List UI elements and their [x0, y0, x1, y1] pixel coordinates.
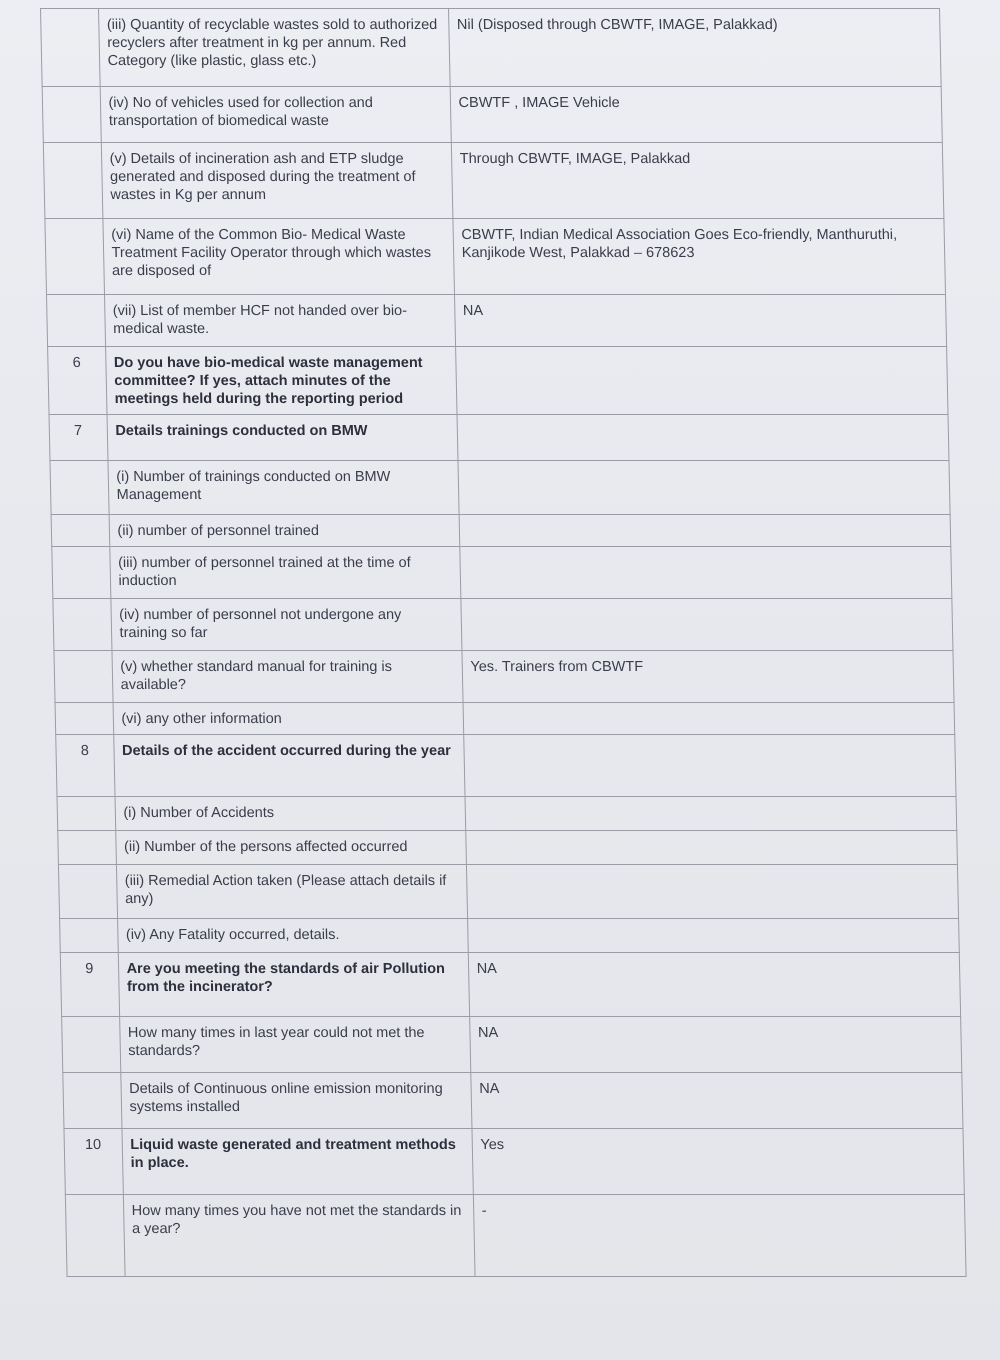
- table-row: [58, 865, 958, 919]
- table-row: [51, 515, 951, 547]
- item-number: [41, 9, 100, 87]
- item-number: [57, 797, 115, 831]
- question-cell: How many times in last year could not met the standards?: [119, 1017, 470, 1073]
- answer-cell: [466, 865, 959, 919]
- table-row: [45, 219, 946, 295]
- answer-cell: Nil (Disposed through CBWTF, IMAGE, Palakkad): [448, 9, 941, 87]
- item-number: [55, 703, 113, 735]
- table-row: [47, 295, 947, 347]
- answer-cell: CBWTF, Indian Medical Association Goes Eco-friendly, Manthuruthi, Kanjikode West, Palakkad – 678623: [453, 219, 946, 295]
- answer-cell: NA: [470, 1073, 963, 1129]
- table-row: [53, 599, 953, 651]
- item-number: [53, 599, 112, 651]
- item-number: [60, 919, 118, 953]
- question-cell: (vi) Name of the Common Bio- Medical Waste Treatment Facility Operator through which wastes are disposed of: [102, 219, 454, 295]
- table-row: [55, 703, 955, 735]
- item-number: [47, 295, 106, 347]
- item-number: [58, 831, 116, 865]
- table-row: [64, 1129, 964, 1195]
- question-cell: (iv) Any Fatality occurred, details.: [117, 919, 468, 953]
- item-number: [50, 461, 109, 515]
- table-row: [58, 831, 958, 865]
- answer-cell: [460, 599, 952, 651]
- table-row: [60, 953, 960, 1017]
- item-number: [62, 1017, 121, 1073]
- item-number: 9: [60, 953, 119, 1017]
- question-cell: (iii) Remedial Action taken (Please attach details if any): [116, 865, 467, 919]
- question-cell: (iv) No of vehicles used for collection and transportation of biomedical waste: [100, 87, 451, 143]
- question-cell: (vi) any other information: [113, 703, 464, 735]
- table-row: [48, 347, 948, 415]
- item-number: [65, 1195, 124, 1277]
- question-cell: Details of Continuous online emission monitoring systems installed: [120, 1073, 471, 1129]
- answer-cell: Through CBWTF, IMAGE, Palakkad: [451, 143, 944, 219]
- answer-cell: [455, 347, 948, 415]
- table-row: [49, 415, 949, 461]
- item-number: 6: [48, 347, 107, 415]
- table-row: [43, 143, 944, 219]
- item-number: [58, 865, 117, 919]
- item-number: [43, 143, 102, 219]
- table-row: [54, 651, 954, 703]
- question-cell: (i) Number of trainings conducted on BMW Management: [107, 461, 458, 515]
- answer-cell: Yes: [472, 1129, 965, 1195]
- answer-cell: [467, 919, 959, 953]
- question-cell: (ii) Number of the persons affected occurred: [115, 831, 466, 865]
- table-row: [65, 1195, 966, 1277]
- answer-cell: [463, 735, 956, 797]
- table-row: [42, 87, 942, 143]
- question-cell: (i) Number of Accidents: [115, 797, 466, 831]
- table-row: [52, 547, 952, 599]
- question-cell: Do you have bio-medical waste management committee? If yes, attach minutes of the meetings held during the reporting period: [105, 347, 457, 415]
- answer-cell: NA: [454, 295, 946, 347]
- table-row: [41, 9, 942, 87]
- question-cell: (vii) List of member HCF not handed over bio-medical waste.: [104, 295, 455, 347]
- item-number: 8: [56, 735, 115, 797]
- answer-cell: -: [473, 1195, 966, 1277]
- answer-cell: NA: [469, 1017, 962, 1073]
- item-number: 7: [49, 415, 107, 461]
- question-cell: (iii) Quantity of recyclable wastes sold to authorized recyclers after treatment in kg per annum. Red Category (like plastic, glass etc.): [98, 9, 450, 87]
- answer-cell: [457, 415, 949, 461]
- question-cell: How many times you have not met the standards in a year?: [123, 1195, 475, 1277]
- question-cell: (iii) number of personnel trained at the time of induction: [109, 547, 460, 599]
- question-cell: (iv) number of personnel not undergone any training so far: [110, 599, 461, 651]
- question-cell: (v) whether standard manual for training is available?: [111, 651, 462, 703]
- table-row: [62, 1017, 962, 1073]
- item-number: [42, 87, 101, 143]
- question-cell: Details trainings conducted on BMW: [107, 415, 458, 461]
- table-row: [57, 797, 957, 831]
- table-row: [63, 1073, 963, 1129]
- question-cell: Liquid waste generated and treatment methods in place.: [121, 1129, 472, 1195]
- table-row: [56, 735, 956, 797]
- item-number: [51, 515, 109, 547]
- item-number: 10: [64, 1129, 123, 1195]
- question-cell: (v) Details of incineration ash and ETP sludge generated and disposed during the treatment of wastes in Kg per annum: [101, 143, 453, 219]
- question-cell: Details of the accident occurred during the year: [113, 735, 464, 797]
- question-cell: Are you meeting the standards of air Pollution from the incinerator?: [118, 953, 469, 1017]
- item-number: [45, 219, 104, 295]
- report-table: [40, 8, 967, 1277]
- answer-cell: [465, 797, 957, 831]
- answer-cell: [463, 703, 955, 735]
- table-row: [50, 461, 950, 515]
- item-number: [52, 547, 111, 599]
- question-cell: (ii) number of personnel trained: [109, 515, 460, 547]
- table-row: [60, 919, 960, 953]
- item-number: [63, 1073, 122, 1129]
- answer-cell: NA: [468, 953, 961, 1017]
- answer-cell: [459, 547, 951, 599]
- item-number: [54, 651, 113, 703]
- answer-cell: [465, 831, 957, 865]
- answer-cell: [459, 515, 951, 547]
- answer-cell: [458, 461, 951, 515]
- answer-cell: Yes. Trainers from CBWTF: [462, 651, 954, 703]
- answer-cell: CBWTF , IMAGE Vehicle: [450, 87, 943, 143]
